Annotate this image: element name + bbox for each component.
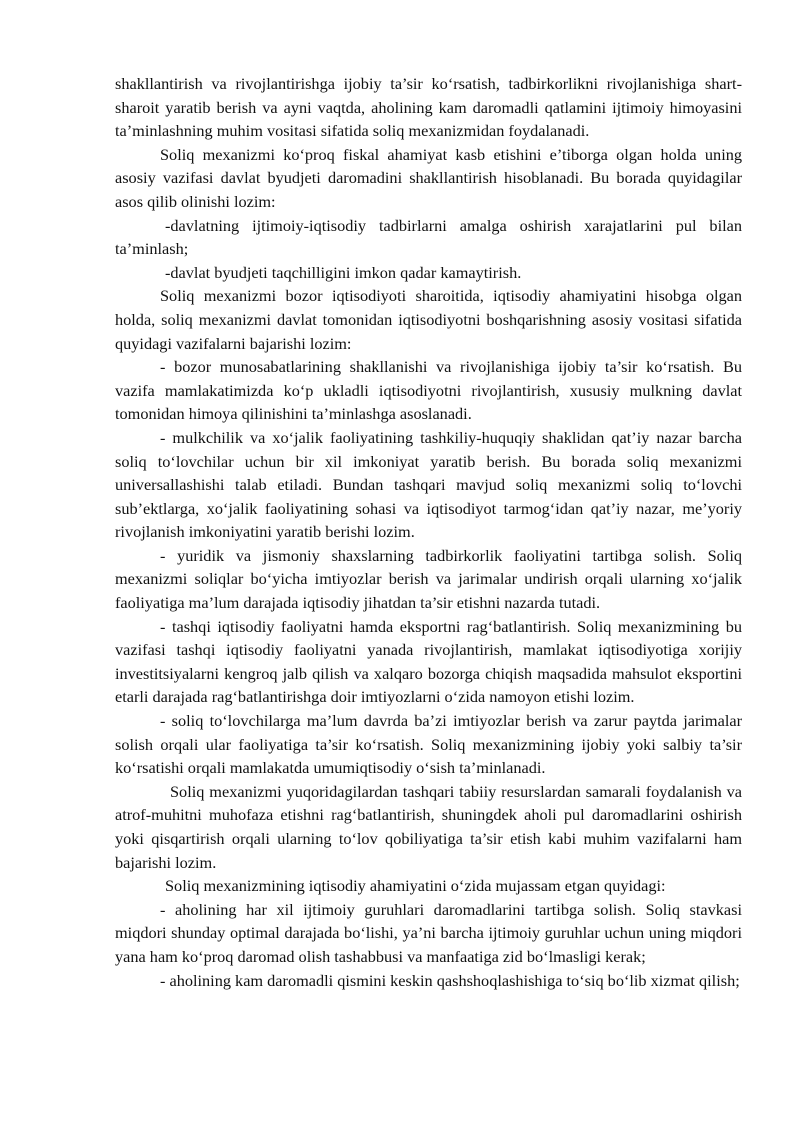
list-item-market-relations: - bozor munosabatlarining shakllanishi va rivojlanishiga ijobiy ta’sir ko‘rsatish. Bu vazifa mamlakatimizda ko‘p ukladli iqtisodiyotni rivojlantirish, xususiy mulkning davlat tomonidan himoya qilinishini ta’minlashga asoslanadi.	[115, 357, 742, 424]
paragraph-market-economy: Soliq mexanizmi bozor iqtisodiyoti sharoitida, iqtisodiy ahamiyatini hisobga olgan holda, soliq mexanizmi davlat tomonidan iqtisodiyotni boshqarishning asosiy vositasi sifatida quyidagi vazifalarni bajarishi lozim:	[115, 286, 742, 353]
paragraph-additional-functions: Soliq mexanizmi yuqoridagilardan tashqari tabiiy resurslardan samarali foydalanish va atrof-muhitni muhofaza etishni rag‘batlantirish, shuningdek aholi pul daromadlarini oshirish yoki qisqartirish orqali ularning to‘lov qobiliyatiga ta’sir etish kabi muhim vazifalarni ham bajarishi lozim.	[115, 781, 742, 872]
list-item-income-regulation: - aholining har xil ijtimoiy guruhlari daromadlarini tartibga solish. Soliq stavkasi miqdori shunday optimal darajada bo‘lishi, ya’ni barcha ijtimoiy guruhlar uchun uning miqdori yana ham ko‘proq daromad olish tashabbusi va manfaatiga zid bo‘lmasligi kerak;	[115, 899, 742, 966]
document-page	[115, 72, 742, 992]
list-item-social-expenses: -davlatning ijtimoiy-iqtisodiy tadbirlarni amalga oshirish xarajatlarini pul bilan ta’minlash;	[115, 215, 742, 259]
list-item-budget-deficit: -davlat byudjeti taqchilligini imkon qadar kamaytirish.	[165, 262, 522, 282]
paragraph-fiscal-role: Soliq mexanizmi ko‘proq fiskal ahamiyat kasb etishini e’tiborga olgan holda uning asosiy vazifasi davlat byudjeti daromadini shakllantirish hisoblanadi. Bu borada quyidagilar asos qilib olinishi lozim:	[115, 144, 742, 211]
paragraph-economic-significance: Soliq mexanizmining iqtisodiy ahamiyatini o‘zida mujassam etgan quyidagi:	[165, 876, 666, 896]
list-item-poverty-prevention: - aholining kam daromadli qismini keskin qashshoqlashishiga to‘siq bo‘lib xizmat qilish;	[160, 970, 740, 990]
list-item-incentives-penalties: - soliq to‘lovchilarga ma’lum davrda ba’zi imtiyozlar berish va zarur paytda jarimalar solish orqali ular faoliyatiga ta’sir ko‘rsatish. Soliq mexanizmining ijobiy yoki salbiy ta’sir ko‘rsatishi orqali mamlakatda umumiqtisodiy o‘sish ta’minlanadi.	[115, 711, 742, 778]
list-item-equal-opportunity: - mulkchilik va xo‘jalik faoliyatining tashkiliy-huquqiy shaklidan qat’iy nazar barcha soliq to‘lovchilar uchun bir xil imkoniyat yaratib berish. Bu borada soliq mexanizmi universallashishi talab etiladi. Bundan tashqari mavjud soliq mexanizmi soliq to‘lovchi sub’ektlarga, xo‘jalik faoliyatining sohasi va iqtisodiyot tarmog‘idan qat’iy nazar, me’yoriy rivojlanish imkoniyatini yaratib berishi lozim.	[115, 427, 742, 542]
list-item-entrepreneurship-regulation: - yuridik va jismoniy shaxslarning tadbirkorlik faoliyatini tartibga solish. Soliq mexanizmi soliqlar bo‘yicha imtiyozlar berish va jarimalar undirish orqali ularning xo‘jalik faoliyatiga ma’lum darajada iqtisodiy jihatdan ta’sir etishni nazarda tutadi.	[115, 545, 742, 613]
paragraph-intro-continued: shakllantirish va rivojlantirishga ijobiy ta’sir ko‘rsatish, tadbirkorlikni rivojlanishiga shart-sharoit yaratib berish va ayni vaqtda, aholining kam daromadli qatlamini ijtimoiy himoyasini ta’minlashning muhim vositasi sifatida soliq mexanizmidan foydalanadi.	[115, 74, 742, 141]
list-item-foreign-trade: - tashqi iqtisodiy faoliyatni hamda eksportni rag‘batlantirish. Soliq mexanizmining bu vazifasi tashqi iqtisodiy faoliyatni yanada rivojlantirish, mamlakat iqtisodiyotiga xorijiy investitsiyalarni kengroq jalb qilish va xalqaro bozorga chiqish maqsadida mahsulot eksportini etarli darajada rag‘batlantirishga doir imtiyozlarni o‘zida namoyon etishi lozim.	[115, 616, 742, 707]
